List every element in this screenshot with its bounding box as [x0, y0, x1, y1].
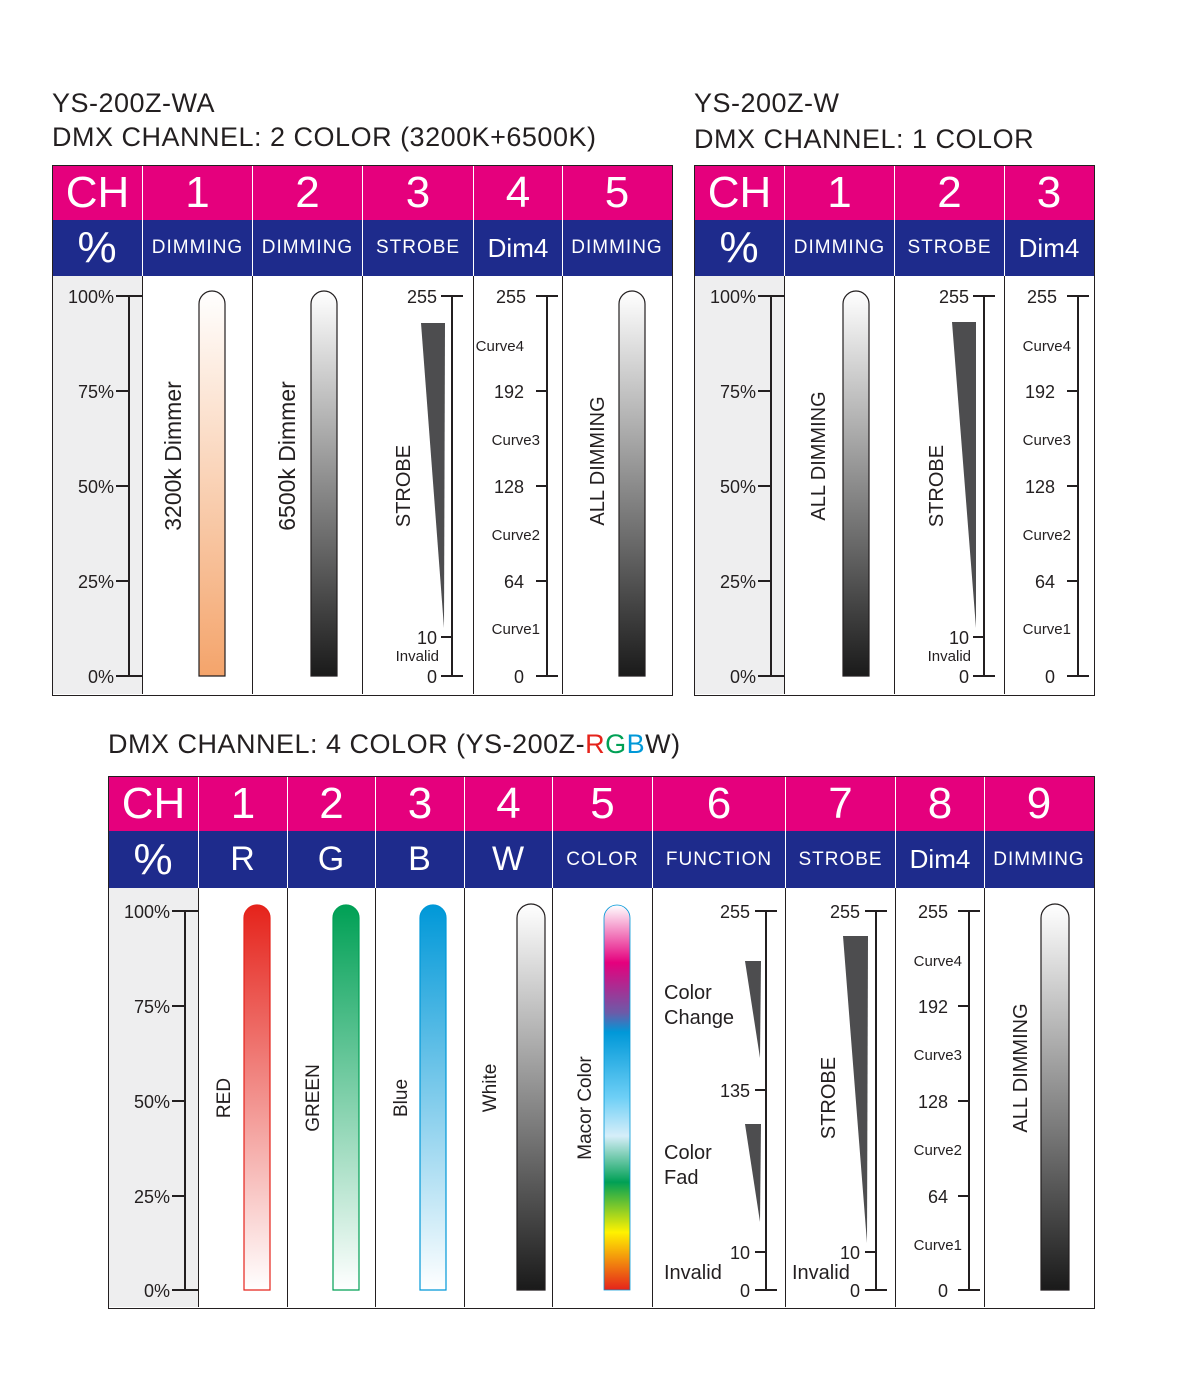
rgbw-header-5: 5 — [552, 777, 652, 831]
w-sub-1: DIMMING — [784, 220, 894, 276]
w-strobe-label: STROBE — [926, 444, 948, 528]
wa-dim4-192: 192 — [493, 382, 524, 402]
rgbw-col-function — [652, 888, 785, 1307]
function-0: 0 — [739, 1281, 750, 1301]
green-bar — [333, 905, 359, 1290]
wa-sub-percent: % — [77, 223, 118, 272]
w-dim4-64: 64 — [1034, 572, 1055, 592]
rgbw-sub-b: B — [375, 831, 464, 888]
wa-col-all-dimming — [562, 276, 671, 694]
w-dim4-curve2: Curve2 — [1022, 527, 1071, 544]
w-dim4-curve3: Curve3 — [1022, 432, 1071, 449]
wa-dim4-128: 128 — [493, 477, 524, 497]
rgbw-strobe-10: 10 — [839, 1243, 860, 1263]
rgbw-dim4-curve2: Curve2 — [913, 1142, 962, 1159]
w-pct-50: 50% — [719, 477, 756, 497]
rgbw-pct-0: 0% — [143, 1281, 170, 1301]
wa-sub-row — [53, 220, 672, 276]
w-col-all-dimming — [784, 276, 894, 694]
rgbw-col-white — [464, 888, 552, 1307]
wa-pct-50: 50% — [77, 477, 114, 497]
color-change-wedge — [745, 961, 761, 1058]
color-change-label-1: Color — [664, 982, 712, 1004]
wa-strobe-label: STROBE — [393, 444, 415, 528]
wa-pct-75: 75% — [77, 382, 114, 402]
rgbw-title-b: B — [626, 729, 646, 759]
rgbw-header-7: 7 — [785, 777, 895, 831]
red-bar — [244, 905, 270, 1290]
rgbw-col-all-dimming — [984, 888, 1093, 1307]
w-pct-25: 25% — [719, 572, 756, 592]
w-col-strobe — [894, 276, 1004, 694]
rgbw-sub-r: R — [198, 831, 287, 888]
macro-color-label: Macor Color — [575, 1056, 596, 1160]
blue-bar-label: Blue — [391, 1078, 412, 1118]
rgbw-header-row — [109, 777, 1094, 831]
wa-col-dim4 — [473, 276, 562, 694]
rgbw-dim4-curve1: Curve1 — [913, 1237, 962, 1254]
wa-strobe-10: 10 — [416, 628, 437, 648]
w-sub-2: STROBE — [894, 220, 1004, 276]
wa-col-strobe — [362, 276, 473, 694]
rgbw-header-1: 1 — [198, 777, 287, 831]
wa-dim4-curve1: Curve1 — [491, 621, 540, 638]
w-sub-row — [695, 220, 1094, 276]
wa-dim4-curve3: Curve3 — [491, 432, 540, 449]
wa-dim4-255: 255 — [495, 287, 526, 307]
rgbw-body-row — [109, 888, 1094, 1307]
wa-percent-scale — [53, 276, 142, 694]
wa-sub-5: DIMMING — [562, 220, 671, 276]
wa-strobe-255: 255 — [406, 287, 437, 307]
rgbw-col-green — [287, 888, 375, 1307]
wa-strobe-invalid: Invalid — [395, 648, 439, 665]
wa-pct-100: 100% — [67, 287, 114, 307]
rgbw-header-4: 4 — [464, 777, 552, 831]
w-body-row — [695, 276, 1094, 694]
rgbw-sub-percent: % — [133, 834, 174, 884]
w-percent-scale — [695, 276, 784, 694]
color-fade-label-2: Fad — [664, 1167, 699, 1189]
function-10: 10 — [729, 1243, 750, 1263]
w-header-ch: CH — [707, 168, 772, 217]
w-dim4-128: 128 — [1024, 477, 1055, 497]
w-dim4-0: 0 — [1044, 667, 1055, 687]
w-dim4-192: 192 — [1024, 382, 1055, 402]
green-bar-label: GREEN — [303, 1064, 324, 1132]
rgbw-strobe-invalid: Invalid — [792, 1262, 850, 1284]
wa-model-title: YS-200Z-WA — [52, 88, 216, 118]
rgbw-all-dimming-label: ALL DIMMING — [1010, 1003, 1032, 1133]
w-header-1: 1 — [784, 166, 894, 220]
w-dim4-curve1: Curve1 — [1022, 621, 1071, 638]
w-pct-0: 0% — [729, 667, 756, 687]
w-header-2: 2 — [894, 166, 1004, 220]
rgbw-strobe-label: STROBE — [818, 1056, 840, 1140]
rgbw-sub-dimming: DIMMING — [984, 831, 1093, 888]
rgbw-channel-table — [108, 776, 1095, 1309]
rgbw-header-8: 8 — [895, 777, 984, 831]
wa-header-ch: CH — [65, 168, 130, 217]
white-bar — [517, 904, 545, 1290]
color-fade-label-1: Color — [664, 1142, 712, 1164]
color-fade-wedge — [745, 1124, 761, 1222]
w-col-dim4 — [1004, 276, 1093, 694]
w-pct-100: 100% — [709, 287, 756, 307]
rgbw-strobe-wedge — [843, 936, 868, 1243]
wa-all-dimming-bar — [619, 291, 645, 676]
warm-dimmer-bar — [199, 291, 225, 676]
rgbw-dim4-128: 128 — [917, 1092, 948, 1112]
wa-dim4-64: 64 — [503, 572, 524, 592]
wa-sub-3: STROBE — [362, 220, 473, 276]
w-header-3: 3 — [1004, 166, 1093, 220]
rgbw-header-3: 3 — [375, 777, 464, 831]
rgbw-col-blue — [375, 888, 464, 1307]
macro-color-bar — [604, 905, 630, 1290]
color-change-label-2: Change — [664, 1007, 735, 1029]
w-sub-percent: % — [719, 223, 760, 272]
wa-all-dimming-label: ALL DIMMING — [587, 396, 609, 526]
rgbw-dim4-0: 0 — [937, 1281, 948, 1301]
rgbw-dim4-curve4: Curve4 — [913, 953, 962, 970]
rgbw-title-prefix: DMX CHANNEL: 4 COLOR (YS-200Z- — [108, 729, 586, 759]
wa-6500k-label: 6500k Dimmer — [274, 381, 300, 531]
wa-col-6500k — [252, 276, 362, 694]
rgbw-sub-dim4: Dim4 — [895, 831, 984, 888]
w-channel-table — [694, 165, 1095, 696]
wa-sub-4: Dim4 — [473, 220, 562, 276]
w-strobe-10: 10 — [948, 628, 969, 648]
wa-dim4-curve4: Curve4 — [475, 338, 524, 355]
rgbw-col-strobe — [785, 888, 895, 1307]
rgbw-title-suffix: W) — [645, 729, 681, 759]
blue-bar — [420, 905, 446, 1290]
wa-channel-table — [52, 165, 673, 696]
wa-3200k-label: 3200k Dimmer — [160, 381, 186, 531]
wa-header-4: 4 — [473, 166, 562, 220]
wa-pct-0: 0% — [87, 667, 114, 687]
rgbw-sub-strobe: STROBE — [785, 831, 895, 888]
rgbw-sub-function: FUNCTION — [652, 831, 785, 888]
wa-channel-title: DMX CHANNEL: 2 COLOR (3200K+6500K) — [52, 122, 597, 152]
w-strobe-wedge — [952, 322, 976, 628]
rgbw-title-r: R — [585, 729, 606, 759]
red-bar-label: RED — [214, 1077, 235, 1119]
w-model-title: YS-200Z-W — [694, 88, 840, 118]
white-bar-label: White — [480, 1063, 501, 1113]
rgbw-sub-g: G — [287, 831, 375, 888]
w-strobe-255: 255 — [938, 287, 969, 307]
rgbw-pct-75: 75% — [133, 997, 170, 1017]
w-dim4-curve4: Curve4 — [1022, 338, 1071, 355]
rgbw-pct-25: 25% — [133, 1187, 170, 1207]
rgbw-title-g: G — [605, 729, 627, 759]
rgbw-strobe-0: 0 — [849, 1281, 860, 1301]
wa-header-5: 5 — [562, 166, 671, 220]
rgbw-percent-scale — [109, 888, 198, 1307]
wa-header-row — [53, 166, 672, 220]
w-strobe-0: 0 — [958, 667, 969, 687]
rgbw-strobe-255: 255 — [829, 902, 860, 922]
rgbw-dim4-192: 192 — [917, 997, 948, 1017]
w-all-dimming-label: ALL DIMMING — [808, 391, 830, 521]
rgbw-dim4-64: 64 — [927, 1187, 948, 1207]
cool-dimmer-bar — [311, 291, 337, 676]
wa-dim4-curve2: Curve2 — [491, 527, 540, 544]
w-sub-3: Dim4 — [1004, 220, 1093, 276]
rgbw-header-ch: CH — [121, 779, 186, 828]
rgbw-all-dimming-bar — [1041, 904, 1069, 1290]
rgbw-sub-color: COLOR — [552, 831, 652, 888]
rgbw-sub-row — [109, 831, 1094, 888]
w-header-row — [695, 166, 1094, 220]
wa-col-3200k — [142, 276, 252, 694]
wa-header-2: 2 — [252, 166, 362, 220]
rgbw-pct-100: 100% — [123, 902, 170, 922]
wa-dim4-0: 0 — [513, 667, 524, 687]
wa-header-3: 3 — [362, 166, 473, 220]
w-all-dimming-bar — [843, 291, 869, 676]
w-strobe-invalid: Invalid — [927, 648, 971, 665]
function-invalid: Invalid — [664, 1262, 722, 1284]
w-channel-title: DMX CHANNEL: 1 COLOR — [694, 124, 1035, 154]
function-135: 135 — [719, 1081, 750, 1101]
function-255: 255 — [719, 902, 750, 922]
rgbw-header-9: 9 — [984, 777, 1093, 831]
rgbw-dim4-255: 255 — [917, 902, 948, 922]
w-dim4-255: 255 — [1026, 287, 1057, 307]
wa-pct-25: 25% — [77, 572, 114, 592]
wa-sub-2: DIMMING — [252, 220, 362, 276]
rgbw-col-red — [198, 888, 287, 1307]
wa-strobe-0: 0 — [426, 667, 437, 687]
rgbw-col-dim4 — [895, 888, 984, 1307]
rgbw-channel-title — [108, 731, 681, 758]
wa-strobe-wedge — [421, 323, 445, 628]
rgbw-header-2: 2 — [287, 777, 375, 831]
rgbw-pct-50: 50% — [133, 1092, 170, 1112]
wa-header-1: 1 — [142, 166, 252, 220]
rgbw-header-6: 6 — [652, 777, 785, 831]
rgbw-col-macro-color — [552, 888, 652, 1307]
rgbw-sub-w: W — [464, 831, 552, 888]
wa-body-row — [53, 276, 672, 694]
rgbw-dim4-curve3: Curve3 — [913, 1047, 962, 1064]
wa-sub-1: DIMMING — [142, 220, 252, 276]
w-pct-75: 75% — [719, 382, 756, 402]
